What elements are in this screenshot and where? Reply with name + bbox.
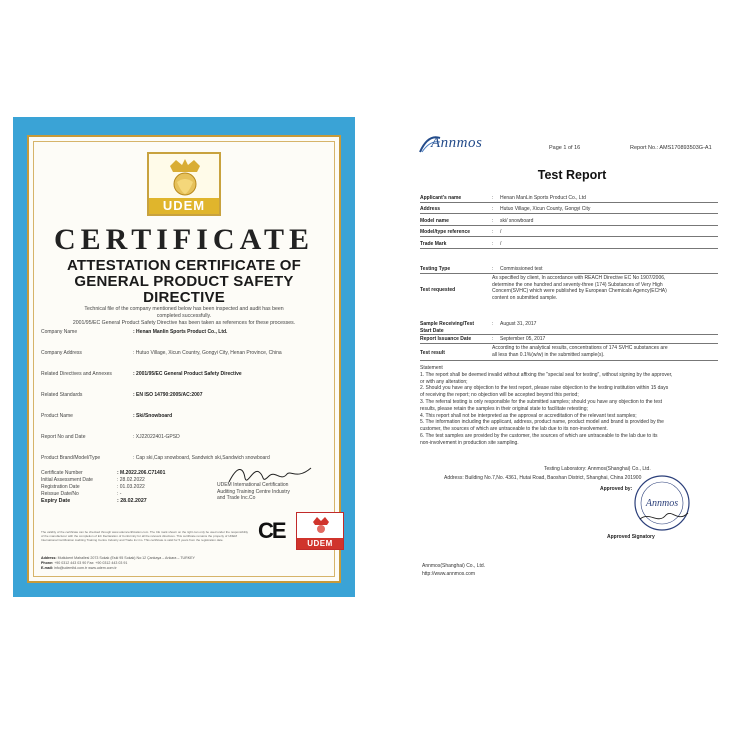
report-company: Annmos(Shanghai) Co., Ltd. xyxy=(422,563,486,569)
field-registration-date: Registration Date : 01.03.2022 xyxy=(41,484,145,490)
field-company-address: Company Address : Hutuo Village, Xicun Country, Gongyi City, Henan Province, China xyxy=(41,350,282,356)
certificate-subtitle-1: ATTESTATION CERTIFICATE OF xyxy=(66,257,302,274)
udem-logo-box xyxy=(147,152,221,216)
field-reissue-date: Reissue Date/No : - xyxy=(41,491,122,497)
laboratory-address: Address: Building No.7,No. 4361, Hutai Road, Baoshan District, Shanghai, China 201900 xyxy=(444,475,642,481)
certificate-paper xyxy=(27,135,341,583)
ce-mark-icon: CE xyxy=(258,518,285,543)
certificate-intro-1: Technical file of the company mentioned below has been inspected and audit has been xyxy=(84,306,284,312)
annmos-seal-text: Annmos xyxy=(645,498,679,509)
certificate-intro-2: completed successfully. xyxy=(156,313,212,319)
row-model-reference: Model/type reference : / xyxy=(420,229,502,235)
testing-laboratory: Testing Laboratory: Annmos(Shanghai) Co., Ltd. xyxy=(544,466,651,472)
field-report-no: Report No and Date : XJ22022401-GPSD xyxy=(41,434,180,440)
field-related-directives: Related Directives and Annexes : 2001/95/EC General Product Safety Directive xyxy=(41,371,242,377)
certificate-footer: Address: Mutlukent Mahallesi 2073 Sokak (Eski 95 Sokak) No:12 Çankaya – Ankara – TURKEY Phone: +90 0312 443 03 90 Fax: +90 0312 443 03 91 E-mail: info@udemltd.com.tr www.udem.com.tr xyxy=(41,556,195,570)
test-report xyxy=(404,125,740,615)
report-number: Report No.: AMS170893503G-A1 xyxy=(630,145,712,151)
udem-seal-text: UDEM xyxy=(297,538,343,549)
approved-by-label: Approved by: xyxy=(600,486,633,492)
row-test-result: Test result According to the analytical results, concentrations of 174 SVHC substances are all less than 0.1%(w/w) in the submitted sample(s). xyxy=(420,345,668,358)
row-issuance-date: Report Issuance Date : September 05, 2017 xyxy=(420,336,546,342)
annmos-logo xyxy=(418,132,498,154)
row-applicant: Applicant's name : Henan ManLin Sports Product Co., Ltd xyxy=(420,195,586,201)
certificate-heading: CERTIFICATE xyxy=(53,223,315,256)
udem-logo xyxy=(41,152,327,216)
row-sample-date: Sample Receiving/Test Start Date : August 31, 2017 xyxy=(420,321,537,334)
field-product-name: Product Name : Ski/Snowboard xyxy=(41,413,173,419)
udem-seal xyxy=(296,512,344,550)
row-address: Address : Hutuo Village, Xicun County, Gongyi City xyxy=(420,206,591,212)
row-test-requested: Test requested As specified by client, In accordance with REACH Directive EC No 1907/2006, determine the one hundred and seventy-three (174) Substances of Very High Concern(SVHC) which were published by European Chemicals Agency(ECHA) content on submitted sample. xyxy=(420,275,667,301)
signature-org-line-1: UDEM International Certification xyxy=(217,482,289,488)
certificate-intro-3: 2001/95/EC General Product Safety Directive has been taken as references for these processes. xyxy=(72,320,296,326)
row-model-name: Model name : ski/ snowboard xyxy=(420,218,534,224)
field-expiry-date: Expiry Date : 28.02.2027 xyxy=(41,498,147,504)
certificate-subtitle-2: GENERAL PRODUCT SAFETY DIRECTIVE xyxy=(74,273,294,306)
signature-org-line-2: Auditing Training Centre Industry xyxy=(217,488,290,495)
approved-signatory-label: Approved Signatory xyxy=(607,534,655,540)
row-testing-type: Testing Type : Commissioned test xyxy=(420,266,543,272)
row-trade-mark: Trade Mark : / xyxy=(420,241,502,247)
field-initial-assessment: Initial Assessment Date : 28.02.2022 xyxy=(41,477,145,483)
signature-org-line-3: and Trade Inc.Co xyxy=(217,495,256,501)
certificate-inner-border xyxy=(33,141,335,577)
certificate-frame xyxy=(13,117,355,597)
report-title: Test Report xyxy=(537,168,607,182)
field-certificate-number: Certificate Number : M.2022.206.C71401 xyxy=(41,470,166,476)
lion-crown-icon xyxy=(311,516,331,534)
field-related-standards: Related Standards : EN ISO 14790:2005/AC:2007 xyxy=(41,392,203,398)
certificate-disclaimer: The validity of the certificate can be checked through www.udemcertification.com. The CE mark shown on the right can only be used under the responsibility of the manufacturer with the completion of EC Declaration of Conformity for all the relevant directives. This certificate remains the property of UDEM International Certification Auditing Training Centre Industry and Trade Inc.Co. This certificate is valid for 5 years from the registration date. xyxy=(41,530,249,542)
field-company-name: Company Name : Henan Manlin Sports Product Co., Ltd. xyxy=(41,329,228,335)
report-statement: Statement 1. The report shall be deemed invalid without affixing the "special seal for testing", without signing by the approver, or with any alteration; 2. Should you have any objection to the test report, please raise objection to the testing institution within 15 days of receiving the report; no objection will be accepted beyond this period; 3. The referral testing is only responsible for the submitted samples; should you have any objection to the test results, please retain the samples in their original state to facilitate retesting; 4. This report shall not be interpreted as the approval or accreditation of the relevant test samples; 5. The information including the applicant, address, product name, product model and brand is provided by the customer, the sources of which are untraceable to the lab due to its non-involvement. 6. The test samples are provided by the customer, the sources of which are untraceable to the lab due to its non-involvement in production site sampling. xyxy=(420,365,673,446)
certificate-fields xyxy=(41,329,327,462)
annmos-logo-text: Annmos xyxy=(431,135,483,151)
report-url[interactable]: http://www.annmos.com xyxy=(422,571,476,577)
lion-crown-icon xyxy=(162,158,208,198)
udem-logo-text: UDEM xyxy=(149,198,219,214)
report-page-number: Page 1 of 16 xyxy=(549,145,581,151)
field-product-brand: Product Brand/Model/Type : Cap ski,Cap snowboard, Sandwich ski,Sandwich snowboard xyxy=(41,455,270,461)
annmos-seal-icon xyxy=(632,473,692,533)
